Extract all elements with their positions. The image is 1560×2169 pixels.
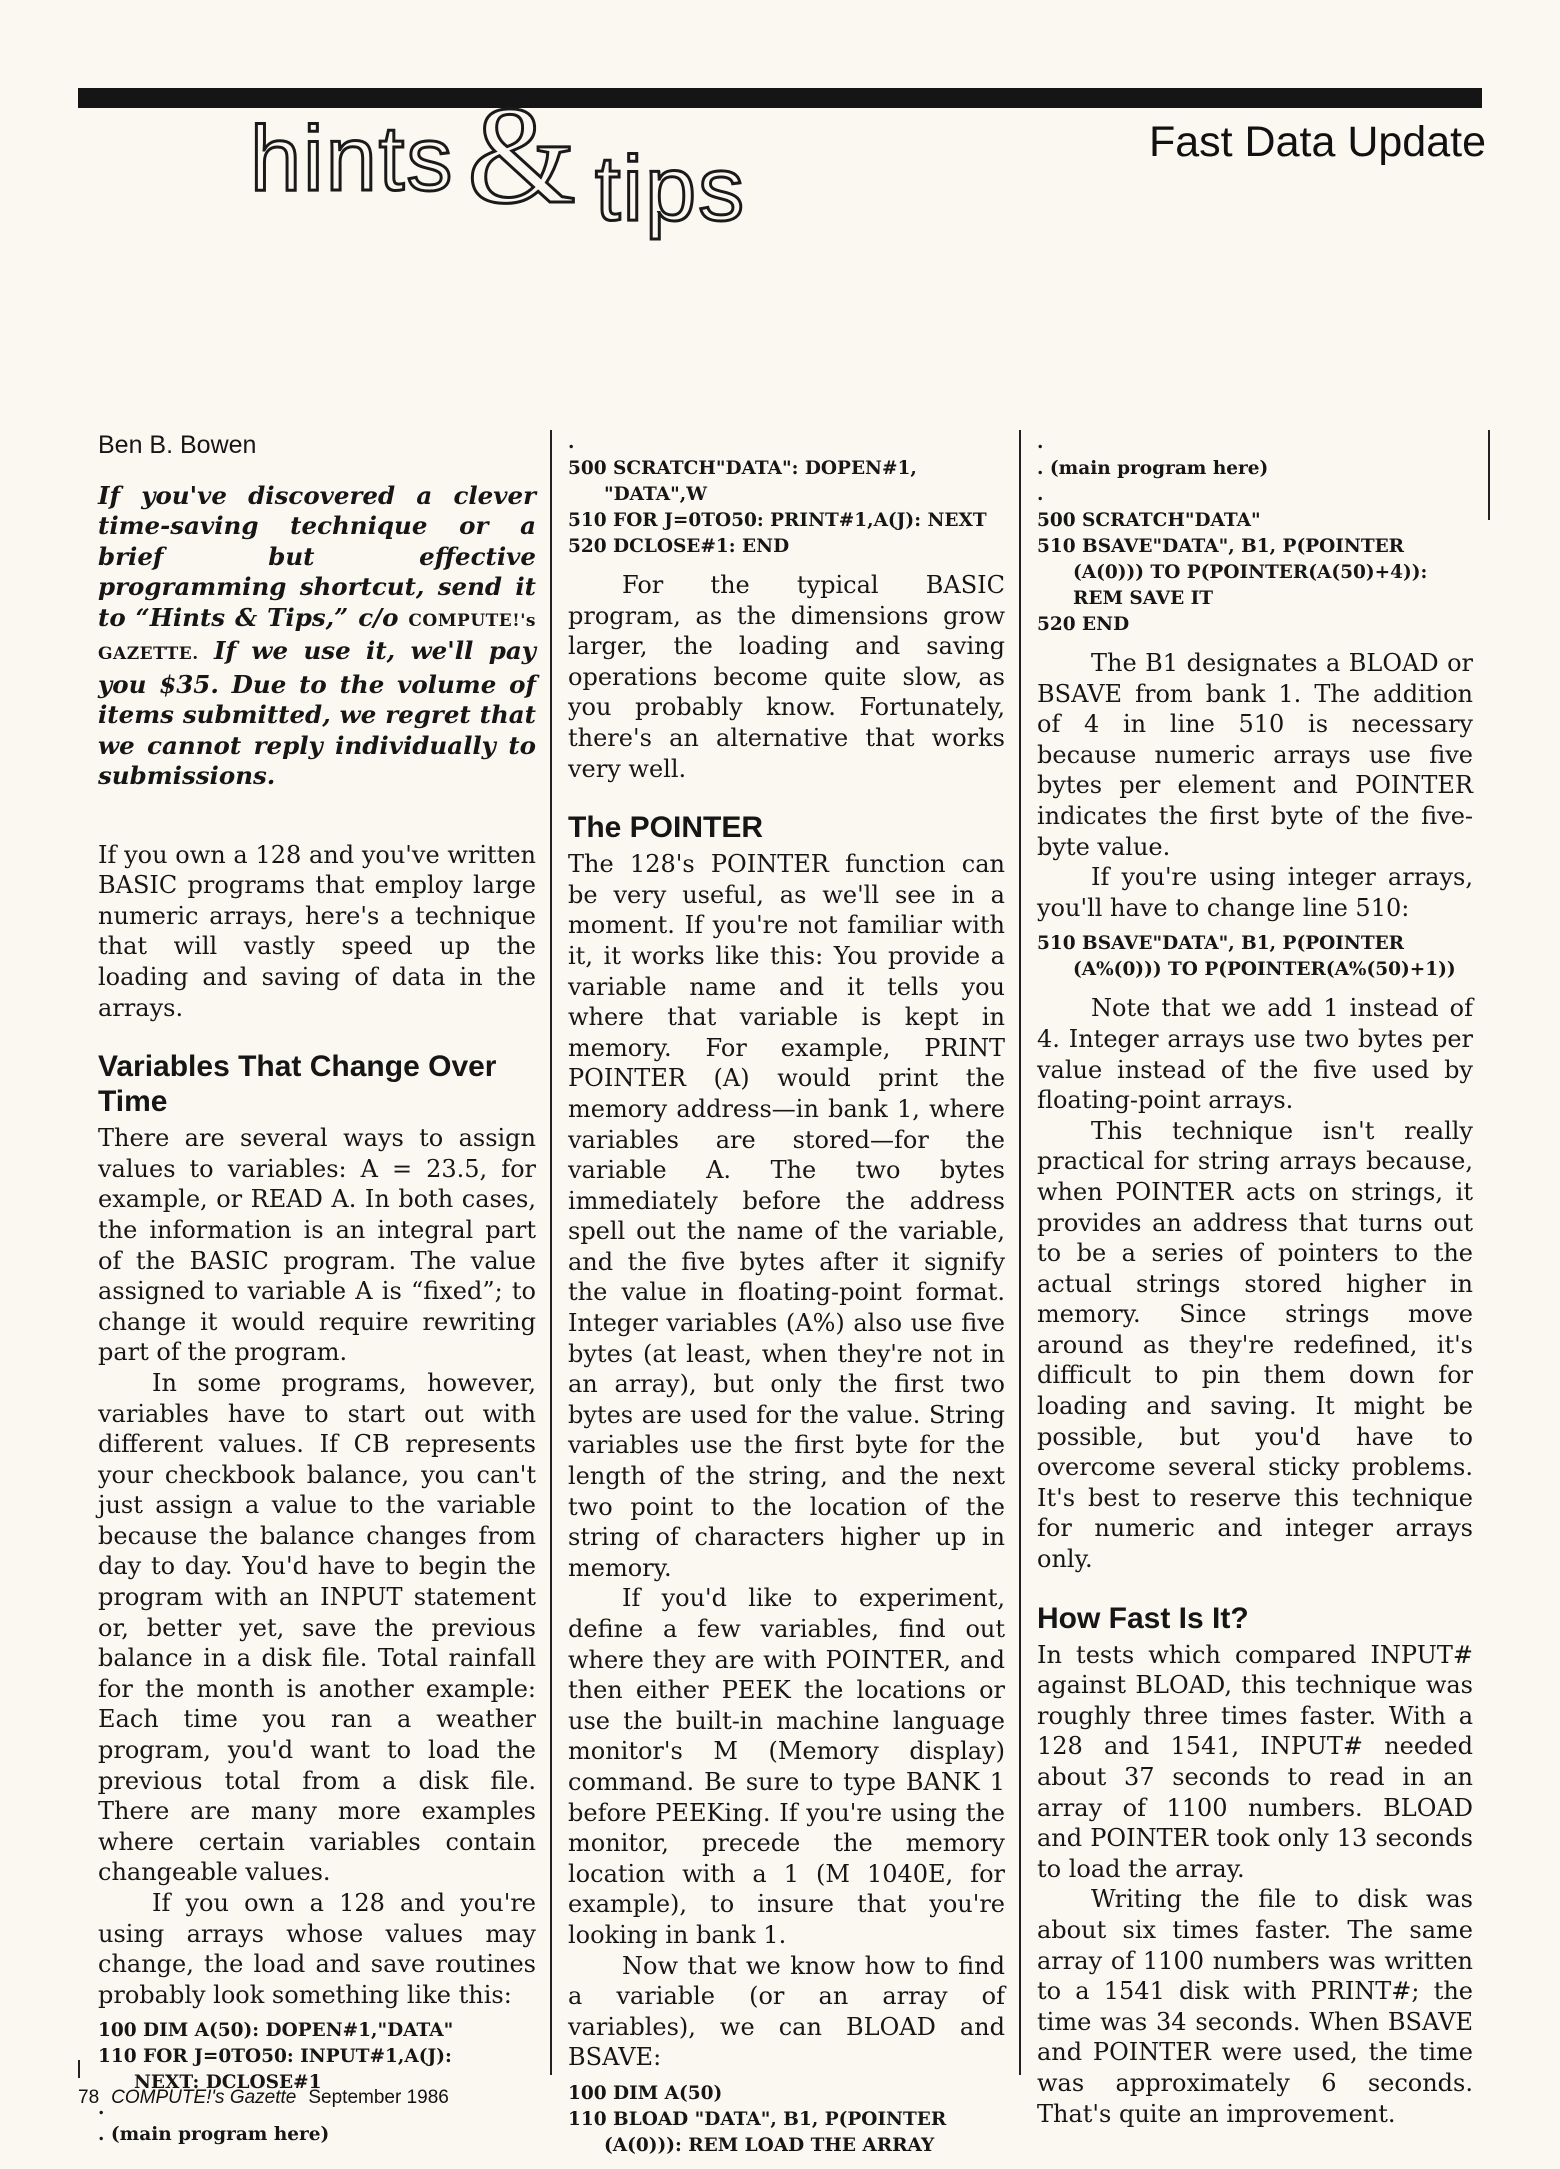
paragraph: In tests which compared INPUT# against BLOAD, this technique was roughly three times faster. With a 128 and 1541, INPUT# needed about 37 seconds to read in an array of 1100 numbers. BLOAD and POINTER took only 13 seconds to load the array. — [1037, 1640, 1473, 1883]
code-line: 520 DCLOSE#1: END — [568, 536, 790, 557]
paragraph: Now that we know how to find a variable (or an array of variables), we can BLOAD and BSAVE: — [568, 1951, 1005, 2072]
paragraph: The 128's POINTER function can be very useful, as we'll see in a moment. If you're not familiar with it, it works like this: You provide a variable name and it tells you where that variable is kept in memory. For example, PRINT POINTER (A) would print the memory address—in bank 1, where variables are stored—for the variable A. The two bytes immediately before the address spell out the name of the variable, and the five bytes after it signify the value in floating-point format. Integer variables (A%) also use five bytes (at least, when they're not in an array), but only the first two bytes are used for the value. String variables use the first byte for the length of the string, and the next two point to the location of the string of characters higher up in memory. — [568, 850, 1005, 1582]
code-line: REM SAVE IT — [1073, 588, 1214, 609]
subheading-variables: Variables That Change Over Time — [98, 1050, 497, 1119]
code-line: 510 FOR J=0TO50: PRINT#1,A(J): NEXT — [568, 510, 987, 531]
code-line: . — [98, 2098, 105, 2120]
magazine-name: COMPUTE!'s Gazette — [111, 2087, 297, 2108]
paragraph: If you're using integer arrays, you'll have to change line 510: — [1037, 863, 1473, 922]
code-line: . — [568, 432, 575, 453]
footer-tick — [78, 2060, 80, 2078]
column-3 — [1037, 430, 1473, 2129]
code-listing-3 — [568, 2081, 1005, 2159]
code-line: (A(0))): REM LOAD THE ARRAY — [604, 2134, 935, 2156]
code-listing-5 — [1037, 931, 1473, 983]
paragraph: The B1 designates a BLOAD or BSAVE from bank 1. The addition of 4 in line 510 is necessary because numeric arrays use five bytes per element and POINTER indicates the first byte of the five-byte value. — [1037, 649, 1473, 861]
code-listing-1 — [98, 2018, 536, 2148]
section-title: Fast Data Update — [1148, 118, 1486, 166]
paragraph: There are several ways to assign values to variables: A = 23.5, for example, or READ A. In both cases, the information is an integral part of the BASIC program. The value assigned to variable A is “fixed”; to change it would require rewriting part of the program. — [98, 1124, 536, 1367]
logo-tips-text: tips — [595, 138, 747, 240]
code-listing-2 — [568, 430, 1005, 560]
code-line: 110 FOR J=0TO50: INPUT#1,A(J): — [98, 2046, 452, 2068]
code-line: . — [1037, 432, 1044, 453]
intro-note — [98, 481, 536, 792]
page-number: 78 — [78, 2087, 100, 2108]
column-2 — [568, 430, 1005, 2169]
code-line: (A%(0))) TO P(POINTER(A%(50)+1)) — [1073, 959, 1456, 981]
code-line: 520 END — [1037, 614, 1130, 635]
byline: Ben B. Bowen — [98, 431, 257, 459]
code-line: 500 SCRATCH"DATA": DOPEN#1, — [568, 458, 917, 479]
code-line: 500 SCRATCH"DATA" — [1037, 510, 1261, 531]
issue-date: September 1986 — [308, 2087, 449, 2108]
hints-and-tips-logo — [245, 90, 785, 260]
code-line: 510 BSAVE"DATA", B1, P(POINTER — [1037, 536, 1405, 557]
subheading-pointer: The POINTER — [568, 811, 764, 845]
column-rule — [550, 430, 552, 2075]
paragraph: In some programs, however, variables have to start out with different values. If CB represents your checkbook balance, you can't just assign a value to the variable because the balance changes from day to day. You'd have to begin the program with an INPUT statement or, better yet, save the previous balance in a disk file. Total rainfall for the month is another example: Each time you ran a weather program, you'd want to load the previous total from a disk file. There are many more examples where certain variables contain changeable values. — [98, 1368, 536, 1887]
code-line: 510 BSAVE"DATA", B1, P(POINTER — [1037, 933, 1405, 955]
code-line: (A(0))) TO P(POINTER(A(50)+4)): — [1073, 562, 1428, 583]
code-line: "DATA",W — [604, 484, 707, 505]
paragraph: Note that we add 1 instead of 4. Integer arrays use two bytes per value instead of the five used by floating-point arrays. — [1037, 994, 1473, 1115]
paragraph: If you own a 128 and you've written BASIC programs that employ large numeric arrays, here's a technique that will vastly speed up the loading and saving of data in the arrays. — [98, 840, 536, 1022]
code-line: NEXT: DCLOSE#1 — [134, 2072, 322, 2094]
code-listing-4 — [1037, 430, 1473, 638]
paragraph: If you'd like to experiment, define a few variables, find out where they are with POINTER, and then either PEEK the locations or use the built-in machine language monitor's M (Memory display) command. Be sure to type BANK 1 before PEEKing. If you're using the monitor, precede the memory location with a 1 (M 1040E, for example), to insure that you're looking in bank 1. — [568, 1584, 1005, 1949]
paragraph: For the typical BASIC program, as the dimensions grow larger, the loading and saving operations become quite slow, as you probably know. Fortunately, there's an alternative that works very well. — [568, 571, 1005, 783]
subheading-how-fast: How Fast Is It? — [1037, 1601, 1249, 1635]
intro-text: If you've discovered a clever time-saving technique or a brief but effective programming shortcut, send it to “Hints & Tips,” c/o — [98, 480, 536, 632]
logo-hints-text: hints — [250, 108, 455, 210]
page-footer — [78, 2087, 449, 2109]
code-line: 100 DIM A(50) — [568, 2082, 723, 2104]
column-1 — [98, 430, 536, 2158]
intro-text-end: If we use it, we'll pay you $35. Due to the volume of items submitted, we regret that we cannot reply individually to submissions. — [98, 636, 536, 791]
code-line: . (main program here) — [98, 2124, 330, 2146]
logo-ampersand: & — [467, 90, 576, 233]
gazette-name: COMPUTE!'s GAZETTE. — [98, 610, 536, 665]
paragraph: If you own a 128 and you're using arrays whose values may change, the load and save routines probably look something like this: — [98, 1889, 536, 2009]
code-line: 100 DIM A(50): DOPEN#1,"DATA" — [98, 2020, 454, 2042]
column-rule — [1488, 430, 1490, 520]
column-rule — [1019, 430, 1021, 2075]
paragraph: This technique isn't really practical for string arrays because, when POINTER acts on strings, it provides an address that turns out to be a series of pointers to the actual strings stored higher in memory. Since strings move around as they're redefined, it's difficult to pin them down for loading and saving. It might be possible, but you'd have to overcome several sticky problems. It's best to reserve this technique for numeric and integer arrays only. — [1037, 1116, 1473, 1574]
paragraph: Writing the file to disk was about six times faster. The same array of 1100 numbers was written to a 1541 disk with PRINT#; the time was 34 seconds. When BSAVE and POINTER were used, the time was approximately 6 seconds. That's quite an improvement. — [1037, 1885, 1473, 2128]
code-line: . (main program here) — [1037, 458, 1269, 479]
code-line: . — [1037, 484, 1044, 505]
code-line: 110 BLOAD "DATA", B1, P(POINTER — [568, 2108, 947, 2130]
